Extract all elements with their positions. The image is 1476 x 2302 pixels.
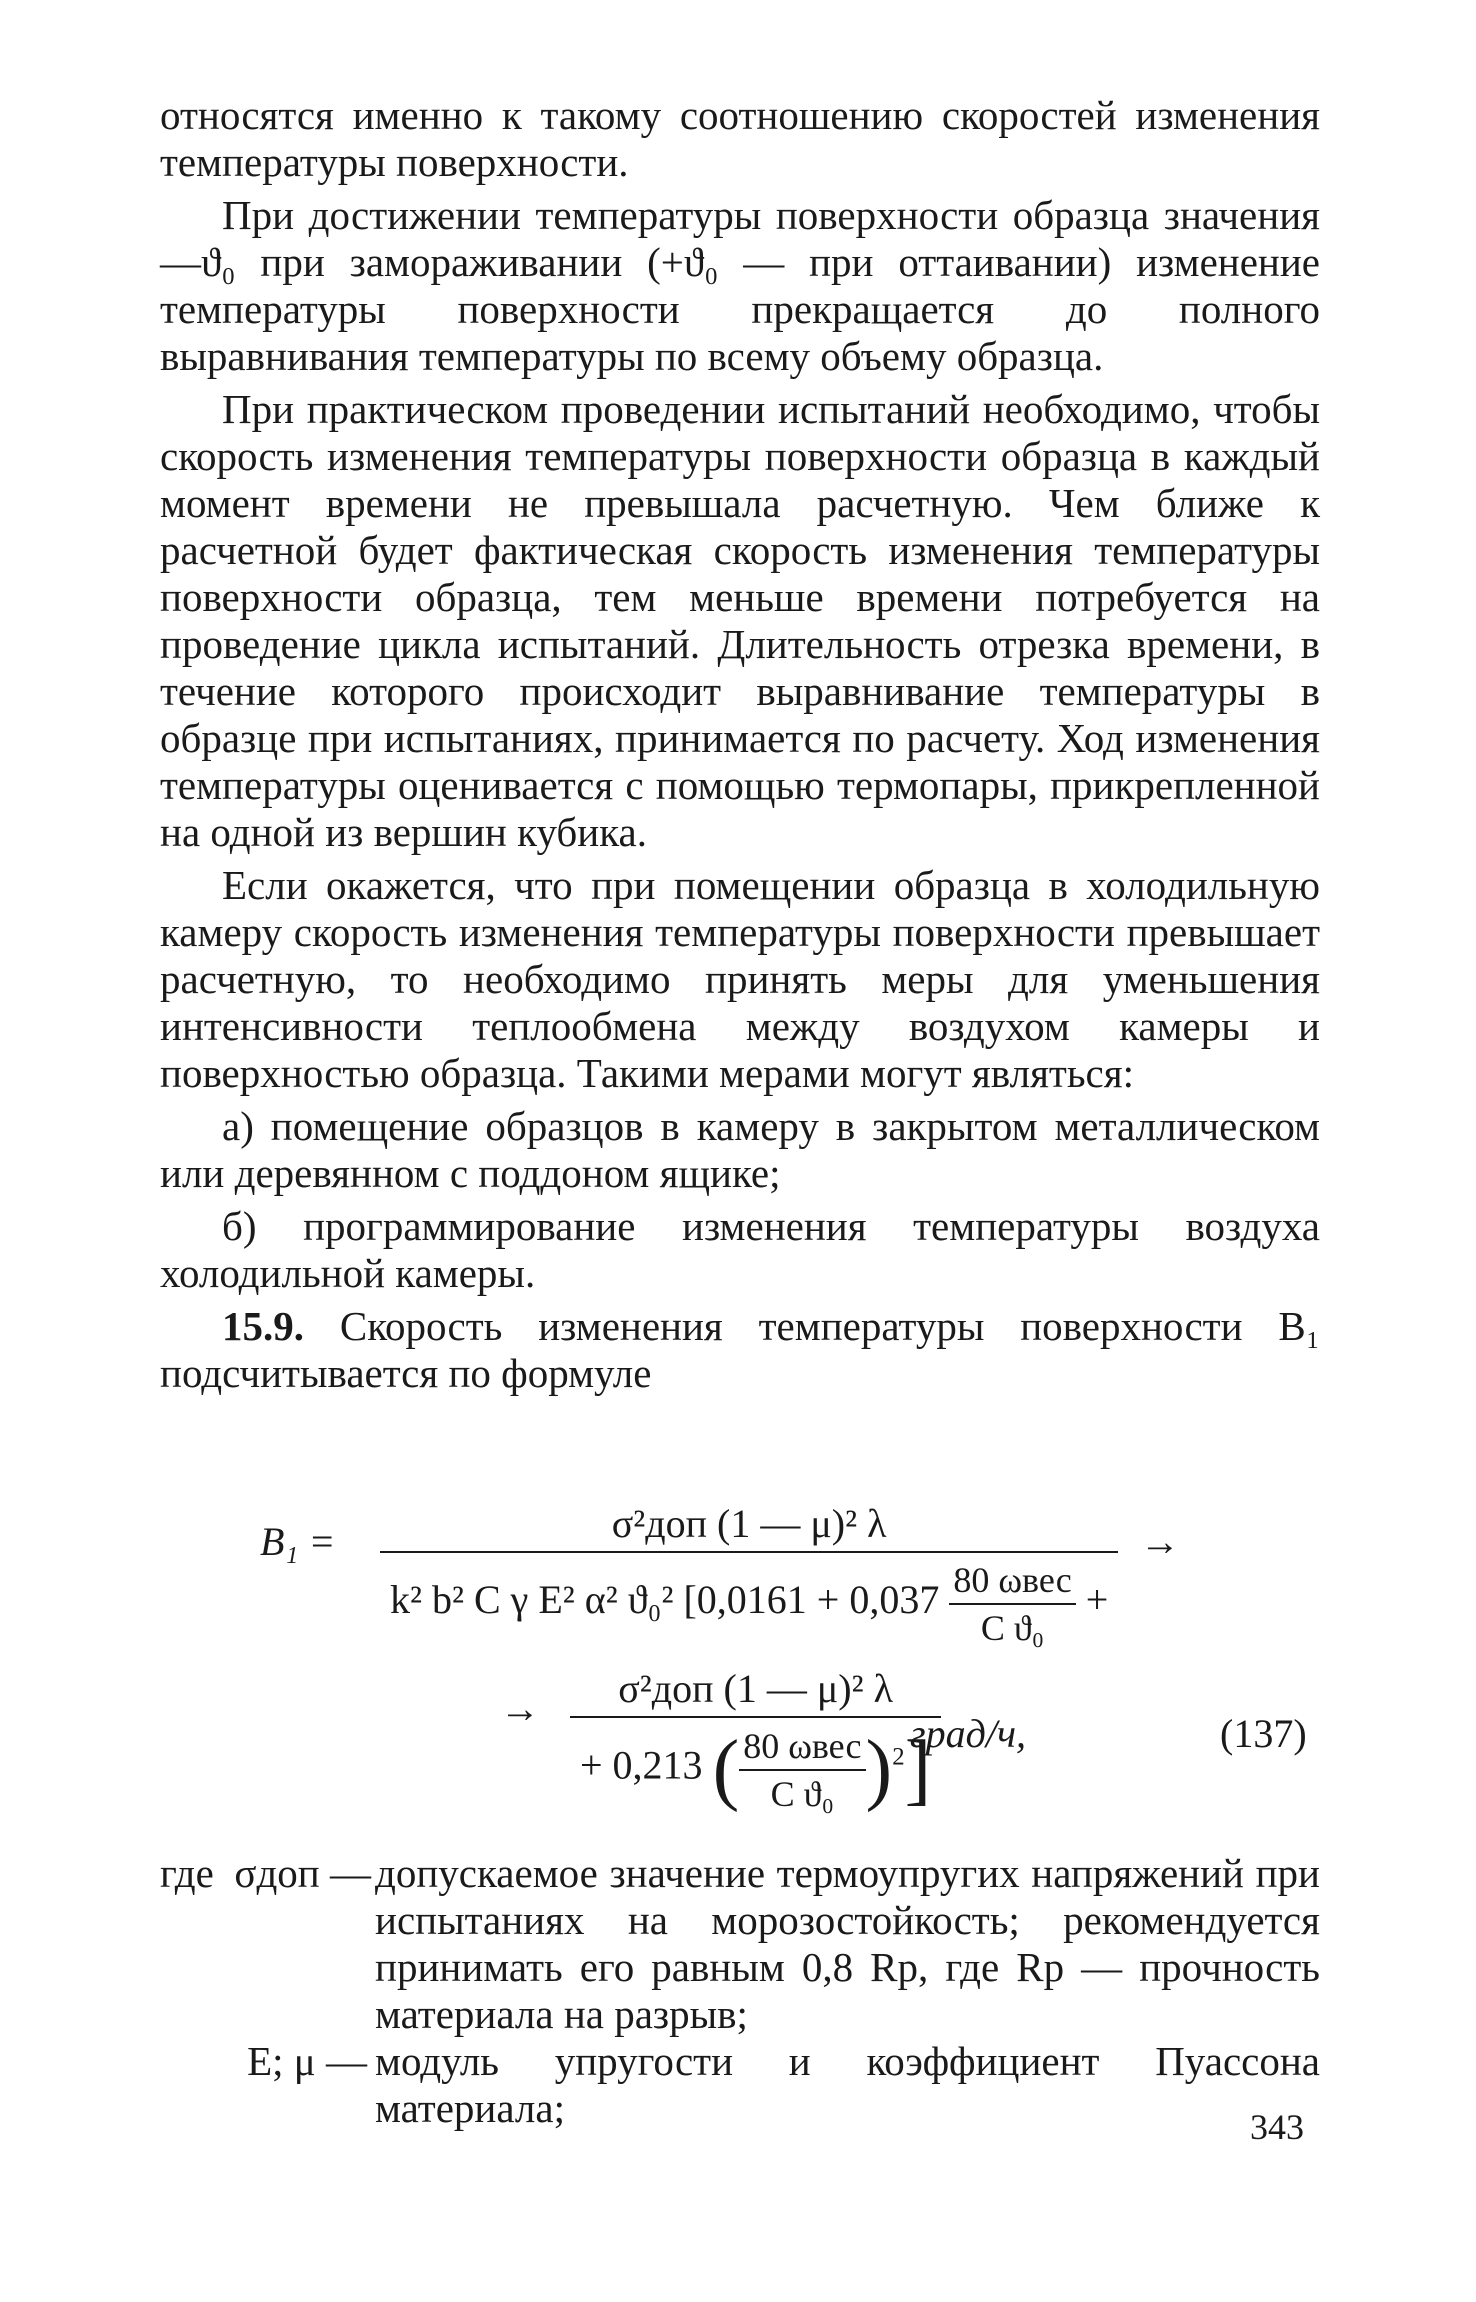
legend-desc-sigma: допускаемое значение термоупругих напряжений при испытаниях на морозостойкость; рекомендуется принимать его равным 0,8 Rр, где Rр — прочность материала на разрыв;: [375, 1850, 1320, 2037]
omega-numerator-2: 80 ωвес: [743, 1725, 862, 1766]
paragraph-3: При практическом проведении испытаний необходимо, чтобы скорость изменения температуры поверхности образца в каждый момент времени не превышала расчетную. Чем ближе к расчетной будет фактическая скорость изменения температуры поверхности образца, тем меньше времени потребуется на проведение цикла испытаний. Длительность отрезка времени, в течение которого происходит выравнивание температуры в образце при испытаниях, принимается по расчету. Ход изменения температуры оценивается с помощью термопары, прикрепленной на одной из вершин кубика.: [160, 386, 1320, 855]
denominator-1-part-b: +: [1085, 1577, 1109, 1623]
denominator-1: [380, 1551, 1118, 1649]
paragraph-2: При достижении температуры поверхности образца значения —ϑ₀ при замораживании (+ϑ₀ — при оттаивании) изменение температуры поверхности прекращается до полного выравнивания температуры по всему объему образца.: [160, 192, 1320, 379]
denominator-2: + 0,213 ( $\frac{\text{80 ωвес}}{\text{C ϑ₀}}$ )$^2$]: [570, 1716, 941, 1815]
omega-denominator-1: C ϑ₀: [949, 1603, 1075, 1649]
right-bracket: ]: [904, 1725, 932, 1813]
fraction-main-2: [570, 1665, 941, 1815]
variables-legend: [160, 1850, 1320, 2132]
sigma-symbol: σдоп —: [234, 1850, 371, 1896]
formula-unit: град/ч,: [910, 1711, 1027, 1756]
legend-symbol-e-mu: E; μ —: [247, 2038, 367, 2084]
formula-part-2: [570, 1665, 941, 1815]
legend-item-sigma: [160, 1850, 1320, 2038]
continuation-arrow-2: →: [500, 1686, 540, 1731]
right-paren: ): [865, 1725, 893, 1813]
legend-item-e-mu: [160, 2038, 1320, 2132]
fraction-omega-2: [739, 1725, 865, 1815]
formula-part-1: [380, 1500, 1118, 1649]
formula-137: [160, 1500, 1320, 1830]
denominator-1-part-a: k² b² C γ E² α² ϑ₀² [0,0161 + 0,037: [390, 1577, 940, 1623]
section-number: 15.9.: [222, 1303, 304, 1349]
page-number: 343: [1250, 2107, 1304, 2147]
omega-denominator-2: C ϑ₀: [739, 1769, 865, 1815]
left-paren: (: [712, 1725, 740, 1813]
paragraph-7: [160, 1303, 1320, 1397]
numerator-1: σ²доп (1 — μ)² λ: [611, 1501, 887, 1546]
paragraph-6: б) программирование изменения температуры воздуха холодильной камеры.: [160, 1203, 1320, 1296]
formula-number: (137): [1220, 1711, 1307, 1756]
where-label: где: [160, 1850, 214, 1896]
body-text: [160, 92, 1320, 1397]
paragraph-1: относятся именно к такому соотношению скоростей изменения температуры поверхности.: [160, 92, 1320, 185]
fraction-omega-1: [949, 1559, 1075, 1649]
legend-symbol-sigma: [160, 1850, 375, 2038]
omega-numerator-1: 80 ωвес: [953, 1560, 1072, 1600]
section-text: Скорость изменения температуры поверхности B₁ подсчитывается по формуле: [160, 1303, 1320, 1396]
numerator-2: σ²доп (1 — μ)² λ: [618, 1666, 894, 1711]
continuation-arrow-1: →: [1140, 1519, 1180, 1564]
paragraph-5: а) помещение образцов в камеру в закрытом металлическом или деревянном с поддоном ящике;: [160, 1103, 1320, 1196]
formula-lhs: B₁ =: [260, 1519, 336, 1564]
fraction-main-1: [380, 1500, 1118, 1649]
denominator-2-part-a: + 0,213: [580, 1742, 703, 1788]
paragraph-4: Если окажется, что при помещении образца в холодильную камеру скорость изменения температуры поверхности превышает расчетную, то необходимо принять меры для уменьшения интенсивности теплообмена между воздухом камеры и поверхностью образца. Такими мерами могут являться:: [160, 862, 1320, 1096]
legend-desc-e-mu: модуль упругости и коэффициент Пуассона материала;: [375, 2038, 1320, 2131]
